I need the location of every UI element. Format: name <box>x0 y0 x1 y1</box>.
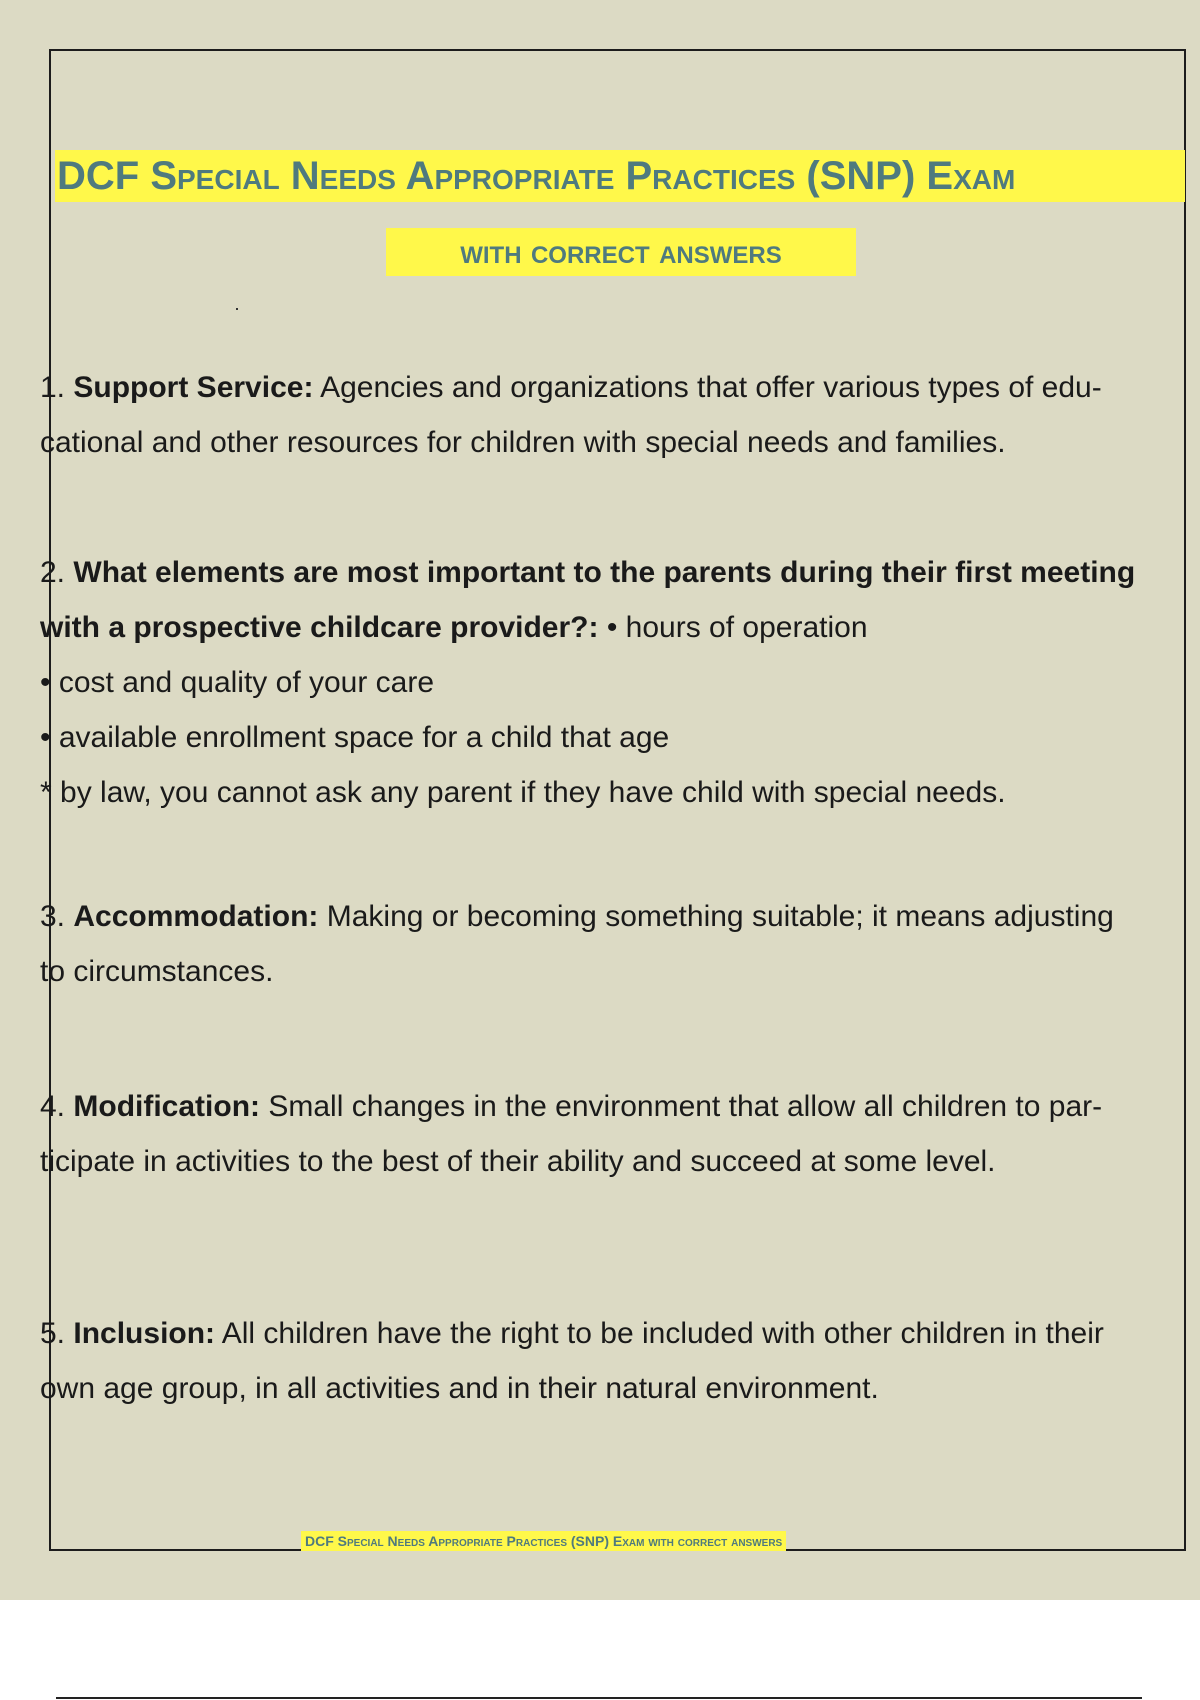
qa-entry-line <box>40 889 1200 944</box>
stray-dot <box>236 308 238 310</box>
entry-term: Inclusion: <box>73 1317 216 1350</box>
entry-term: Accommodation: <box>73 900 319 933</box>
entry-answer-continued: to circumstances. <box>40 955 274 988</box>
entry-answer-continued: own age group, in all activities and in their natural environment. <box>40 1372 879 1405</box>
qa-entry-1 <box>40 360 1200 470</box>
entry-term-continued: with a prospective childcare provider?: <box>40 611 599 644</box>
qa-entry-line <box>40 1306 1200 1361</box>
entry-answer: • hours of operation <box>598 611 868 644</box>
qa-entry-line <box>40 600 1200 655</box>
document-title-line-2: with correct answers <box>386 228 856 276</box>
entry-term: Support Service: <box>73 371 314 404</box>
entry-term: What elements are most important to the parents during their first meeting <box>73 556 1136 589</box>
qa-entry-line <box>40 1079 1200 1134</box>
qa-entry-line <box>40 360 1200 415</box>
entry-answer: Agencies and organizations that offer various types of edu- <box>313 371 1102 404</box>
next-page-rule <box>56 1697 1142 1699</box>
entry-number: 1. <box>40 371 66 404</box>
entry-number: 4. <box>40 1090 66 1123</box>
qa-entry-3 <box>40 889 1200 999</box>
qa-entry-4 <box>40 1079 1200 1189</box>
qa-entry-2 <box>40 545 1200 820</box>
entry-answer: All children have the right to be included with other children in their <box>215 1317 1104 1350</box>
entry-number: 5. <box>40 1317 66 1350</box>
answer-bullet: * by law, you cannot ask any parent if they have child with special needs. <box>40 776 1006 809</box>
entry-number: 2. <box>40 556 66 589</box>
qa-entry-line <box>40 545 1200 600</box>
document-title-line-1: DCF Special Needs Appropriate Practices (SNP) Exam <box>55 150 1185 202</box>
running-footer-title: DCF Special Needs Appropriate Practices (SNP) Exam with correct answers <box>301 1531 786 1551</box>
entry-answer: Small changes in the environment that allow all children to par- <box>260 1090 1103 1123</box>
entry-answer-continued: cational and other resources for children with special needs and families. <box>40 426 1006 459</box>
answer-bullet: • available enrollment space for a child that age <box>40 721 670 754</box>
entry-number: 3. <box>40 900 66 933</box>
qa-entry-5 <box>40 1306 1200 1416</box>
answer-bullet: • cost and quality of your care <box>40 666 435 699</box>
entry-term: Modification: <box>73 1090 261 1123</box>
entry-answer-continued: ticipate in activities to the best of their ability and succeed at some level. <box>40 1145 996 1178</box>
entry-answer: Making or becoming something suitable; it means adjusting <box>318 900 1114 933</box>
